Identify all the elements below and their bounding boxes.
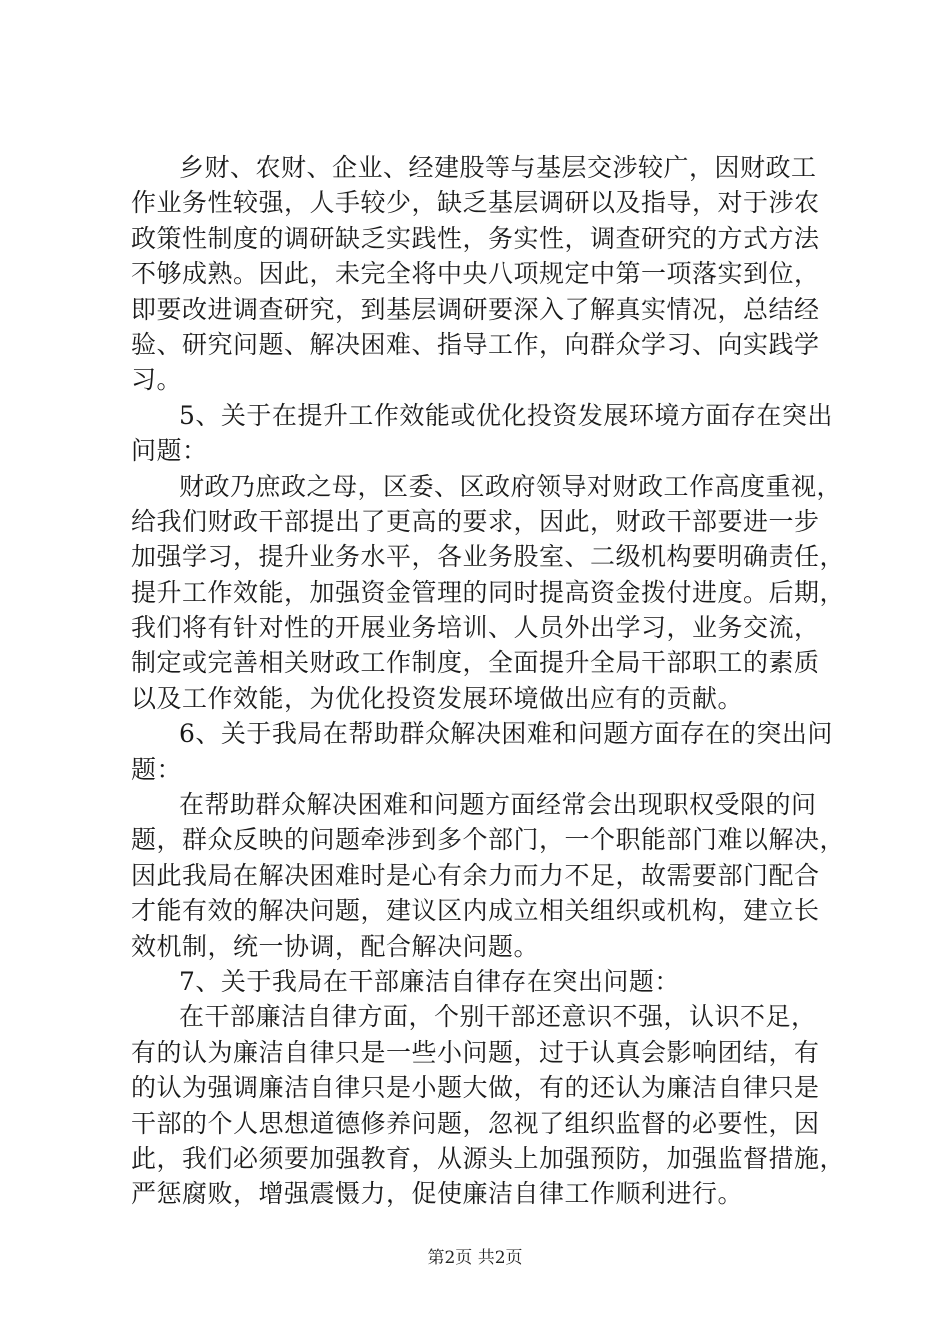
text-line: 我们将有针对性的开展业务培训、人员外出学习，业务交流， (131, 613, 820, 643)
text-line: 此，我们必须要加强教育，从源头上加强预防，加强监督措施， (131, 1143, 846, 1173)
text-line: 在帮助群众解决困难和问题方面经常会出现职权受限的问 (179, 790, 817, 820)
text-line: 有的认为廉洁自律只是一些小问题，过于认真会影响团结，有 (131, 1037, 820, 1067)
section-heading-5-cont: 问题： (131, 436, 208, 466)
text-line: 不够成熟。因此，未完全将中央八项规定中第一项落实到位， (131, 259, 820, 289)
section-heading-6-cont: 题： (131, 754, 183, 784)
text-line: 以及工作效能，为优化投资发展环境做出应有的贡献。 (131, 683, 744, 713)
text-line: 财政乃庶政之母，区委、区政府领导对财政工作高度重视， (179, 471, 843, 501)
text-line: 因此我局在解决困难时是心有余力而力不足，故需要部门配合 (131, 860, 820, 890)
text-line: 干部的个人思想道德修养问题，忽视了组织监督的必要性，因 (131, 1108, 820, 1138)
text-line: 才能有效的解决问题，建议区内成立相关组织或机构，建立长 (131, 896, 820, 926)
text-line: 习。 (131, 365, 183, 395)
section-heading-7: 7、关于我局在干部廉洁自律存在突出问题： (179, 966, 680, 996)
text-line: 验、研究问题、解决困难、指导工作，向群众学习、向实践学 (131, 329, 820, 359)
text-line: 制定或完善相关财政工作制度，全面提升全局干部职工的素质 (131, 648, 820, 678)
section-heading-6: 6、关于我局在帮助群众解决困难和问题方面存在的突出问 (179, 719, 833, 749)
page-number-footer: 第2页 共2页 (427, 1248, 523, 1268)
text-line: 严惩腐败，增强震慑力，促使廉洁自律工作顺利进行。 (131, 1179, 744, 1209)
text-line: 乡财、农财、企业、经建股等与基层交涉较广，因财政工 (179, 153, 817, 182)
text-line: 在干部廉洁自律方面，个别干部还意识不强，认识不足， (179, 1002, 817, 1032)
document-body (131, 150, 861, 1212)
text-line: 加强学习，提升业务水平，各业务股室、二级机构要明确责任， (131, 542, 846, 572)
text-line: 给我们财政干部提出了更高的要求，因此，财政干部要进一步 (131, 506, 820, 536)
text-line: 题，群众反映的问题牵涉到多个部门，一个职能部门难以解决， (131, 825, 846, 855)
text-line: 即要改进调查研究，到基层调研要深入了解真实情况，总结经 (131, 294, 820, 324)
text-line: 政策性制度的调研缺乏实践性，务实性，调查研究的方式方法 (131, 223, 820, 253)
text-line: 效机制，统一协调，配合解决问题。 (131, 931, 540, 961)
text-line: 的认为强调廉洁自律只是小题大做，有的还认为廉洁自律只是 (131, 1073, 820, 1103)
section-heading-5: 5、关于在提升工作效能或优化投资发展环境方面存在突出 (179, 400, 833, 430)
text-line: 提升工作效能，加强资金管理的同时提高资金拨付进度。后期， (131, 577, 846, 607)
text-line: 作业务性较强，人手较少，缺乏基层调研以及指导，对于涉农 (131, 188, 820, 218)
